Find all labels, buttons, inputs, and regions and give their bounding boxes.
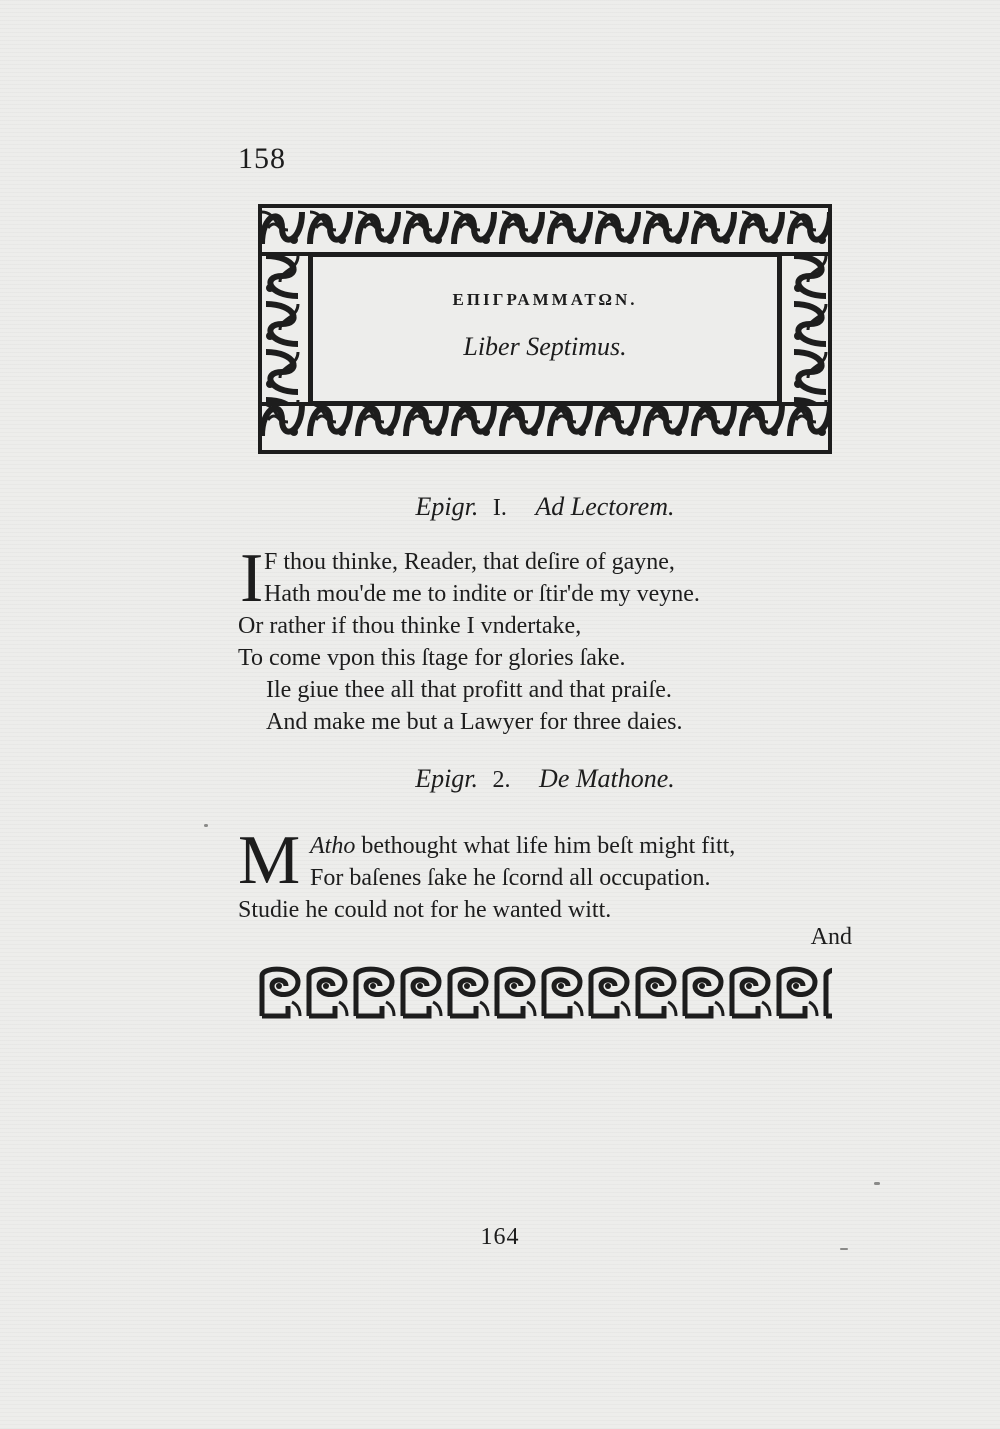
title-frame: [258, 204, 832, 454]
poem-line: To come vpon this ſtage for glories ſake.: [238, 645, 626, 671]
line-rest: bethought what life him beſt might fitt,: [355, 833, 736, 859]
epigram2-body: [238, 822, 858, 940]
paper-speck: [840, 1248, 848, 1250]
ornament-band-icon: [258, 962, 832, 1024]
epigram1-body: [238, 540, 858, 746]
paper-speck: [874, 1182, 880, 1185]
greek-title: ΕΠΙΓΡΑΜΜΑΤΩΝ.: [452, 290, 638, 309]
epigram1-label: Epigr.: [415, 492, 479, 521]
epigram2-title: De Mathone.: [539, 764, 675, 793]
poem-line: F thou thinke, Reader, that deſire of gayne,: [264, 549, 675, 575]
epigram1-dropcap: I: [240, 540, 264, 617]
epigram2-label: Epigr.: [415, 764, 479, 793]
footer-page-number: 164: [480, 1224, 520, 1250]
poem-line: For baſenes ſake he ſcornd all occupation.: [310, 865, 711, 891]
poem-line: [310, 830, 735, 862]
epigram2-heading: [238, 764, 852, 794]
epigram1-number: I.: [492, 495, 507, 521]
epigram1-title: Ad Lectorem.: [535, 492, 675, 521]
poem-line: And make me but a Lawyer for three daies.: [266, 709, 683, 735]
ornamental-border-icon: [258, 204, 832, 454]
paper-speck: [204, 824, 208, 827]
poem-line: Or rather if thou thinke I vndertake,: [238, 613, 582, 639]
poem-line: Ile giue thee all that profitt and that praiſe.: [266, 677, 672, 703]
latin-title: Liber Septimus.: [463, 332, 627, 361]
page-number: 158: [238, 142, 286, 175]
poem-line: Hath mou'de me to indite or ſtir'de my veyne.: [264, 581, 700, 607]
epigram2-dropcap: M: [238, 822, 301, 899]
epigram1-heading: [238, 492, 852, 522]
poem-line: Studie he could not for he wanted witt.: [238, 897, 612, 923]
catchword: And: [810, 924, 852, 950]
epigram2-number: 2.: [492, 767, 511, 793]
first-word: Atho: [310, 833, 356, 859]
